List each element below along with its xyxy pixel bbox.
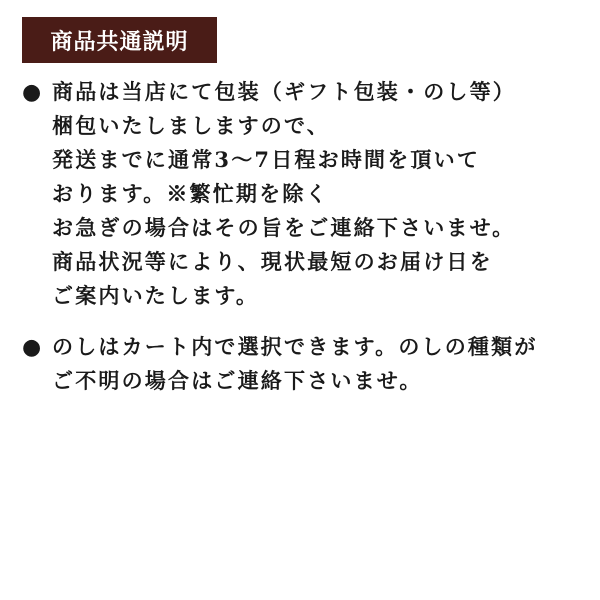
notice-item-noshi [22,330,582,398]
notice-text: のしはカート内で選択できます。のしの種類が [52,334,538,359]
bullet-icon: ● [22,334,44,360]
notice-line: ご案内いたします。 [52,283,260,308]
notice-line: 商品状況等により、現状最短のお届け日を [52,249,493,274]
bullet-icon: ● [22,79,44,105]
notice-line [22,330,582,364]
notice-item-packaging [22,75,582,313]
section-title [22,17,217,63]
notice-line: おります。※繁忙期を除く [52,181,329,206]
notice-line: お急ぎの場合はその旨をご連絡下さいませ。 [52,215,516,240]
notice-line [22,75,582,109]
notice-line: ご不明の場合はご連絡下さいませ。 [52,368,423,393]
section-title-text: 商品共通説明 [50,29,189,55]
notice-line: 発送までに通常3〜7日程お時間を頂いて [52,147,481,172]
notice-line: 梱包いたしましますので、 [52,113,330,138]
notice-text: 商品は当店にて包装（ギフト包装・のし等） [52,79,516,104]
